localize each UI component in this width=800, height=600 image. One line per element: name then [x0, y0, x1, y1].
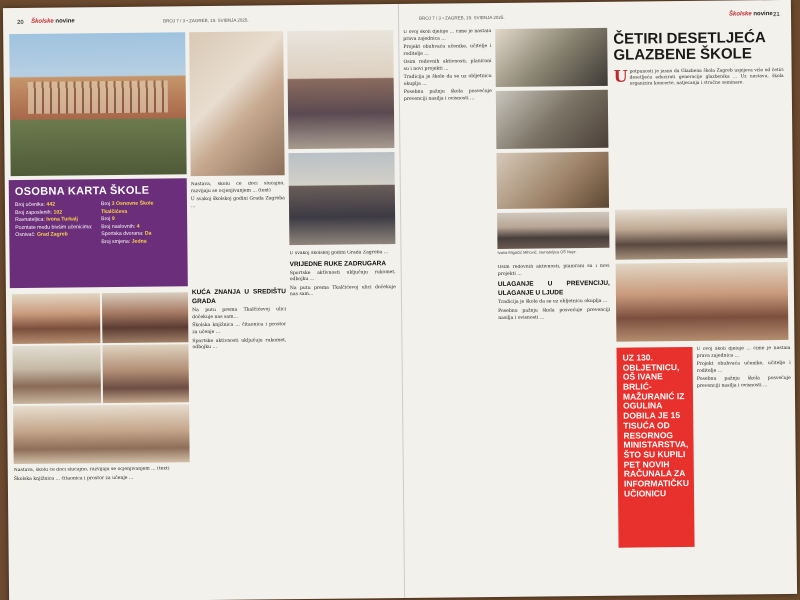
- card-col-2: Broj 3 Osnovne Škole Tkalčićeva Broj 9 Broj naslovnih: 4 Sportska dvorana: Da Broj smjena: Jedna: [100, 200, 154, 245]
- article-title: ČETIRI DESETLJEĆA GLAZBENE ŠKOLE: [613, 29, 766, 64]
- performance-photo: [616, 262, 789, 342]
- pull-quote: UZ 130. OBLJETNICU, OŠ IVANE BRLIĆ-MAŽURANIĆ IZ OGULINA DOBILA JE 15 TISUĆA OD RESORNOG MINISTARSTVA, ŠTO SU KUPILI PET NOVIH RAČUNALA ZA INFORMATIČKU UČIONICU: [617, 347, 695, 548]
- left-page: [3, 4, 404, 600]
- right-col-1: U ovoj školi djeluje ... čime je nastala prava zajednica ... Projekt obuhvaća učenike, učitelje i roditelje ... Osim redovnih aktivnosti, planirani su i novi projekti ... Tradicija je škole da se uz obljetnicu okuplja ... Posebnu pažnju škola posvećuje prevenciji nasilja i ovisnosti ...: [403, 29, 492, 102]
- right-masthead: Školske novine: [728, 11, 773, 18]
- right-page-number: 21: [772, 12, 780, 19]
- craft-photo: [13, 404, 190, 464]
- teacher-caption: Ivana Migačić Mihović, ravnateljica OŠ Nepr.: [497, 249, 577, 255]
- left-col-1-bottom: Nastava, školu će doći slučajno, razvijaju se ocjenjivanjem ... (text) Školska knjižnica ... čitaonica i prostor za učenje ...: [13, 466, 170, 482]
- artwork-photo-2: [496, 90, 609, 149]
- artwork-photo-1: [495, 28, 608, 87]
- teacher-photo: [497, 212, 609, 249]
- left-page-number: 20: [17, 19, 24, 26]
- article-lead: Upotpunosti je jasno da Glazbena škola Zagreb uspijeva više od četiri desetljeća educirati generacije glazbenika ... Uz nastavu, škola organizira koncerte, natjecanja i stručne seminare.: [613, 66, 784, 87]
- classroom-photo: [12, 345, 101, 404]
- right-header: [399, 12, 791, 26]
- mural-photo: [189, 31, 285, 176]
- school-id-card: [9, 178, 188, 288]
- students-group-photo: [287, 30, 394, 149]
- left-intro-text: Nastava, školu će doći slučajno, razvijaju se ocjenjivanjem ... (text) U svakoj školskoj godini Grada Zagreba ...: [190, 181, 285, 209]
- left-col-2: KUĆA ZNANJA U SREDIŠTU GRADA Na putu prema Tkalčićevoj ulici dočekuje nas sam... Školska knjižnica ... čitaonica i prostor za učenje ... Sportske aktivnosti uključuju rukomet, odbojku ...: [191, 288, 287, 351]
- left-header-date: BROJ 7 / 3 • ZAGREB, 19. SVIBNJA 2025.: [163, 17, 249, 24]
- card-col-1: Broj učenika: 442 Broj zaposlenih: 102 Ravnateljica: Ivona Turkalj Pozntate među bivšim učenicima: Osnivač: Grad Zagreb: [14, 201, 93, 239]
- kids-photo-2: [102, 292, 189, 343]
- left-masthead: Školske novine: [31, 18, 75, 25]
- card-title: OSOBNA KARTA ŠKOLE: [14, 184, 150, 199]
- section-head-prevention: ULAGANJE U PREVENCIJU, ULAGANJE U LJUDE: [497, 279, 610, 298]
- students-stairs-photo: [288, 152, 395, 245]
- right-col-2: Osim redovnih aktivnosti, planirani su i novi projekti ... ULAGANJE U PREVENCIJU, ULAGANJE U LJUDE Tradicija je škole da se uz obljetnicu okuplja ... Posebnu pažnju škola posvećuje prevenciji nasilja i ovisnosti ...: [497, 263, 611, 321]
- kids-photo-1: [12, 293, 101, 344]
- school-building-photo: [9, 32, 186, 176]
- artwork-photo-3: [496, 152, 609, 209]
- right-col-3: U ovoj školi djeluje ... čime je nastala prava zajednica ... Projekt obuhvaća učenike, učitelje i roditelje ... Posebnu pažnju škola posvećuje prevenciji nasilja i ovisnosti ...: [696, 345, 791, 389]
- newspaper-spread: [3, 0, 797, 600]
- choir-photo: [615, 208, 788, 260]
- right-header-date: BROJ 7 / 3 • ZAGREB, 19. SVIBNJA 2025.: [419, 14, 505, 21]
- left-col-3: U svakoj školskoj godini Grada Zagreba ... VRIJEDNE RUKE ZADRUGARA Sportske aktivnosti uključuju rukomet, odbojku ... Na putu prema Tkalčićevoj ulici dočekuje nas sam...: [289, 250, 396, 298]
- dance-photo: [102, 344, 189, 403]
- section-head-2: VRIJEDNE RUKE ZADRUGARA: [289, 259, 387, 268]
- section-head-1: KUĆA ZNANJA U SREDIŠTU GRADA: [191, 288, 286, 306]
- left-header: [3, 16, 398, 30]
- right-page: [398, 0, 797, 598]
